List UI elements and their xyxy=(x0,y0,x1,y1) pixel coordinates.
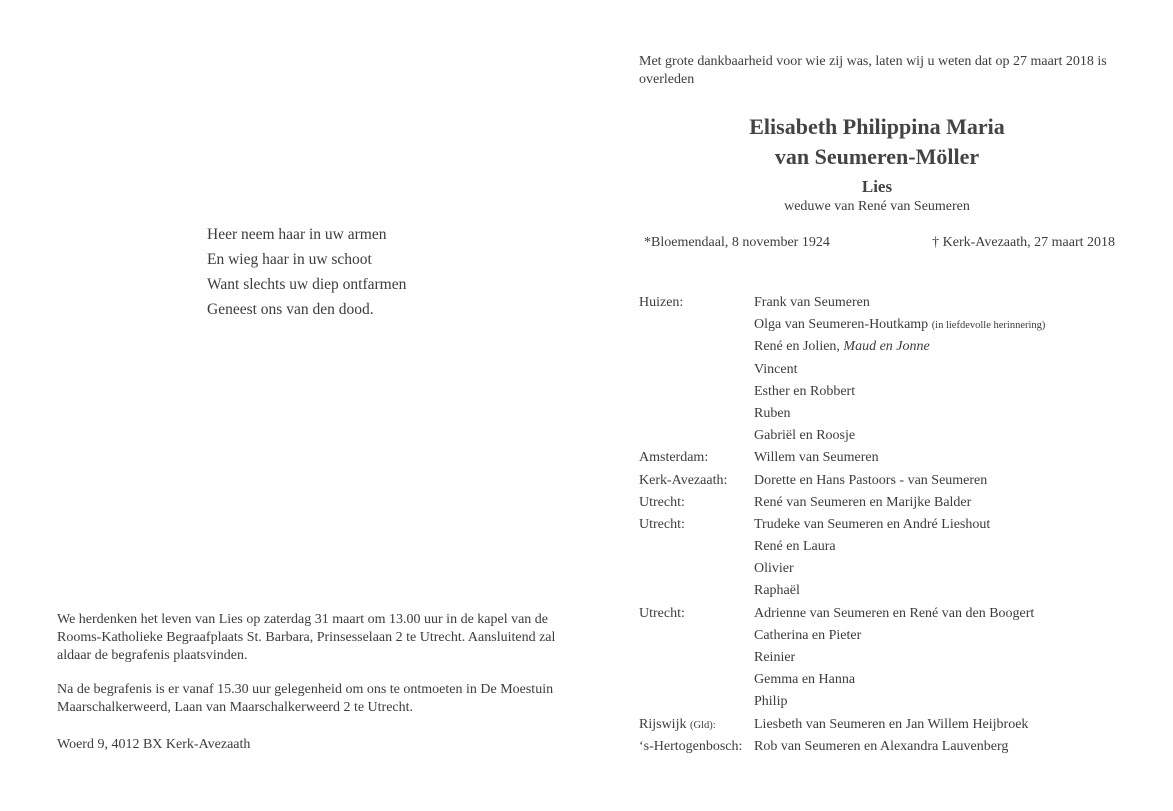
family-person xyxy=(754,647,795,669)
family-person xyxy=(754,625,861,647)
person-name: Frank van Seumeren xyxy=(754,295,870,310)
person-name: Catherina en Pieter xyxy=(754,627,862,643)
family-person xyxy=(754,403,791,425)
family-place xyxy=(639,714,716,737)
person-name: Trudeke van Seumeren en André Lieshout xyxy=(754,516,991,532)
reception-text: Na de begrafenis is er vanaf 15.30 uur gelegenheid om ons te ontmoeten in De Moestuin Maarschalkerweerd, Laan van Maarschalkerweerd 2 te Utrecht. xyxy=(57,682,554,715)
person-name: Willem van Seumeren xyxy=(754,450,879,466)
grandchildren-names: Maud en Jonne xyxy=(843,339,930,355)
family-person xyxy=(754,292,870,314)
family-person xyxy=(754,714,1028,736)
family-person xyxy=(754,514,990,536)
place-label: Rijswijk xyxy=(639,716,687,732)
place-label: ‘s-Hertogenbosch: xyxy=(639,738,743,754)
family-person xyxy=(754,536,836,558)
person-name: Reinier xyxy=(754,650,796,665)
family-place xyxy=(639,514,685,536)
person-name: Olga van Seumeren-Houtkamp xyxy=(754,317,929,333)
place-label: Kerk-Avezaath: xyxy=(639,472,728,488)
family-person xyxy=(754,691,787,713)
person-name: Philip xyxy=(754,694,788,710)
place-label: Amsterdam: xyxy=(639,450,709,466)
poem xyxy=(207,222,406,322)
person-name: Gemma en Hanna xyxy=(754,672,856,688)
family-person xyxy=(754,736,1008,758)
family-person xyxy=(754,669,855,691)
family-person xyxy=(754,580,800,602)
place-note: (Gld): xyxy=(689,719,716,731)
person-name: René en Laura xyxy=(754,539,836,555)
funeral-service-text: We herdenken het leven van Lies op zaterdag 31 maart om 13.00 uur in de kapel van de Rooms-Katholieke Begraafplaats St. Barbara, Prinsesselaan 2 te Utrecht. Aansluitend zal aldaar de begrafenis plaatsvinden. xyxy=(57,612,556,663)
poem-line: Want slechts uw diep ontfarmen xyxy=(207,276,407,293)
person-name: Vincent xyxy=(754,361,798,377)
family-place xyxy=(639,492,685,514)
poem-line: En wieg haar in uw schoot xyxy=(207,251,372,268)
person-name: Olivier xyxy=(754,561,794,577)
place-label: Utrecht: xyxy=(639,605,685,621)
family-person xyxy=(754,359,797,381)
family-place xyxy=(639,470,727,492)
place-label: Utrecht: xyxy=(639,516,685,532)
death-info: † Kerk-Avezaath, 27 maart 2018 xyxy=(932,235,1115,250)
name-line-1: Elisabeth Philippina Maria xyxy=(749,114,1005,139)
intro-text: Met grote dankbaarheid voor wie zij was, laten wij u weten dat op 27 maart 2018 is overleden xyxy=(639,54,1107,87)
place-label: Huizen: xyxy=(639,295,684,310)
family-person xyxy=(754,492,971,514)
family-person xyxy=(754,314,1045,337)
family-person xyxy=(754,447,879,469)
person-name: Ruben xyxy=(754,405,791,421)
nickname: Lies xyxy=(861,177,893,196)
family-place xyxy=(639,447,708,469)
place-label: Utrecht: xyxy=(639,494,685,510)
person-name: Adrienne van Seumeren en René van den Boogert xyxy=(754,605,1035,621)
person-name: Rob van Seumeren en Alexandra Lauvenberg xyxy=(754,738,1009,754)
person-name: Gabriël en Roosje xyxy=(754,428,856,444)
birth-info: *Bloemendaal, 8 november 1924 xyxy=(644,235,830,250)
family-person xyxy=(754,470,987,492)
person-name: Dorette en Hans Pastoors - van Seumeren xyxy=(754,472,988,488)
funeral-info xyxy=(57,611,557,733)
poem-line: Geneest ons van den dood. xyxy=(207,301,374,318)
family-person xyxy=(754,381,855,403)
person-name: René en Jolien, xyxy=(754,339,840,355)
deceased-name xyxy=(639,112,1115,172)
correspondence-address: Woerd 9, 4012 BX Kerk-Avezaath xyxy=(57,737,251,752)
widow-line: weduwe van René van Seumeren xyxy=(784,199,970,214)
name-line-2: van Seumeren-Möller xyxy=(774,144,980,169)
person-note: (in liefdevolle herinnering) xyxy=(931,320,1046,332)
family-person xyxy=(754,558,794,580)
family-place xyxy=(639,736,742,758)
family-place xyxy=(639,292,683,314)
person-name: Liesbeth van Seumeren en Jan Willem Heijbroek xyxy=(754,716,1029,732)
person-name: Esther en Robbert xyxy=(754,383,856,399)
person-name: René van Seumeren en Marijke Balder xyxy=(754,494,972,510)
family-place xyxy=(639,603,685,625)
person-name: Raphaël xyxy=(754,583,800,599)
poem-line: Heer neem haar in uw armen xyxy=(207,226,387,243)
family-person xyxy=(754,336,930,358)
family-person xyxy=(754,425,855,447)
family-person xyxy=(754,603,1034,625)
